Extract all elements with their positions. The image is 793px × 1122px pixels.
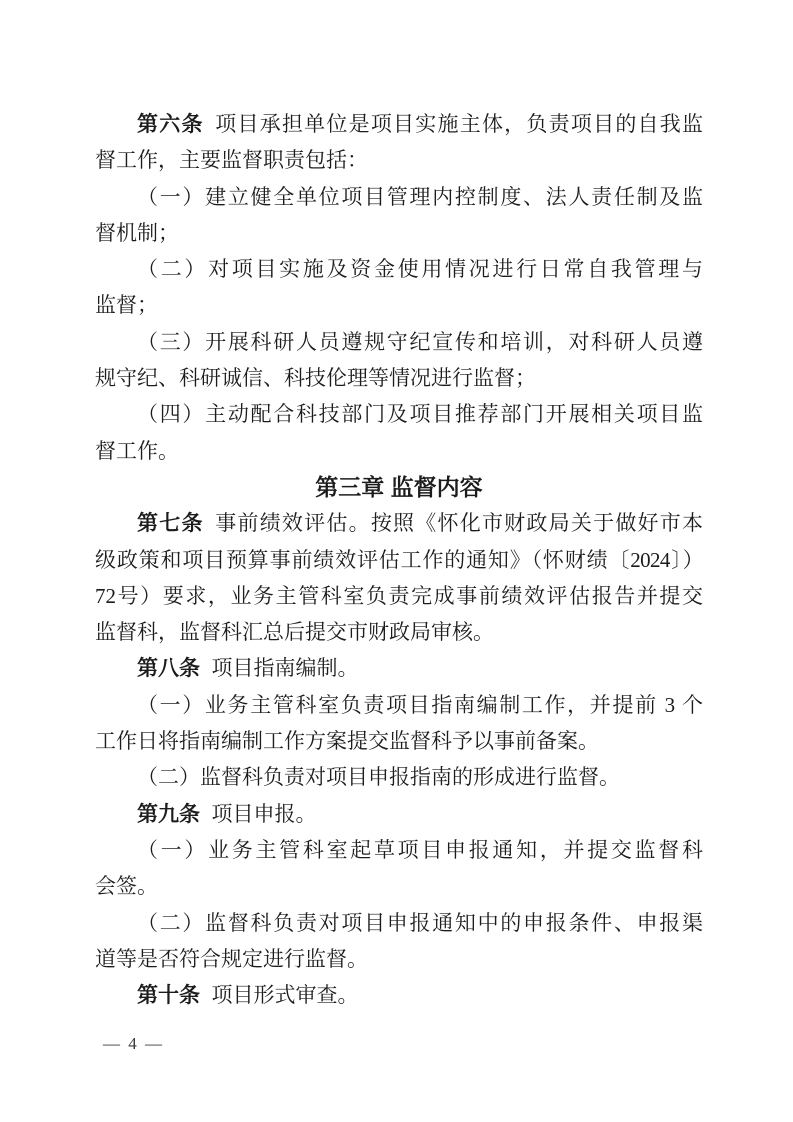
- line-text: 道等是否符合规定进行监督。: [95, 946, 368, 971]
- line-text: （二）监督科负责对项目申报指南的形成进行监督。: [137, 765, 620, 790]
- line-text: 监督科，监督科汇总后提交市财政局审核。: [95, 620, 494, 645]
- paragraph-continuation-line: [95, 868, 703, 904]
- line-text: 监督；: [95, 293, 158, 318]
- line-text: （二）对项目实施及资金使用情况进行日常自我管理与: [137, 257, 703, 282]
- line-text: 事前绩效评估。按照《怀化市财政局关于做好市本: [215, 511, 703, 536]
- document-body: [95, 106, 703, 1013]
- line-text: 工作日将指南编制工作方案提交监督科予以事前备案。: [95, 729, 599, 754]
- list-item-2-line: [95, 251, 703, 287]
- line-text: 项目形式审查。: [211, 983, 359, 1008]
- paragraph-article-9-line: [95, 796, 703, 832]
- line-text: 会签。: [95, 874, 158, 899]
- line-text: （四）主动配合科技部门及项目推荐部门开展相关项目监: [137, 402, 703, 427]
- line-text: 72号）要求，业务主管科室负责完成事前绩效评估报告并提交: [95, 583, 703, 608]
- paragraph-continuation-line: [95, 215, 703, 251]
- article-number: 第八条: [137, 657, 200, 681]
- line-text: 督机制；: [95, 220, 179, 245]
- page-number: — 4 —: [103, 1034, 164, 1053]
- paragraph-continuation-line: [95, 614, 703, 650]
- line-text: 级政策和项目预算事前绩效评估工作的通知》（怀财绩〔2024〕）: [95, 547, 703, 572]
- line-text: （一）业务主管科室起草项目申报通知，并提交监督科: [137, 837, 703, 862]
- paragraph-continuation-line: [95, 578, 703, 614]
- line-text: 项目承担单位是项目实施主体，负责项目的自我监: [215, 112, 703, 136]
- paragraph-continuation-line: [95, 433, 703, 469]
- line-text: （一）建立健全单位项目管理内控制度、法人责任制及监: [137, 184, 703, 209]
- paragraph-continuation-line: [95, 941, 703, 977]
- chapter-heading: 第三章 监督内容: [315, 473, 483, 500]
- paragraph-continuation-line: [95, 142, 703, 178]
- line-text: （二）监督科负责对项目申报通知中的申报条件、申报渠: [137, 910, 703, 935]
- line-text: 督工作，主要监督职责包括：: [95, 148, 368, 173]
- list-item-1-line: [95, 687, 703, 723]
- paragraph-continuation-line: [95, 287, 703, 323]
- list-item-2-line: [95, 759, 703, 795]
- line-text: （三）开展科研人员遵规守纪宣传和培训，对科研人员遵: [137, 329, 703, 354]
- list-item-1-line: [95, 179, 703, 215]
- paragraph-article-7-line: [95, 505, 703, 541]
- paragraph-article-8-line: [95, 650, 703, 686]
- paragraph-article-6-line: [95, 106, 703, 142]
- line-text: 规守纪、科研诚信、科技伦理等情况进行监督；: [95, 366, 536, 391]
- line-text: （一）业务主管科室负责项目指南编制工作，并提前 3 个: [137, 692, 703, 717]
- paragraph-continuation-line: [95, 542, 703, 578]
- list-item-1-line: [95, 832, 703, 868]
- paragraph-continuation-line: [95, 360, 703, 396]
- list-item-4-line: [95, 396, 703, 432]
- paragraph-continuation-line: [95, 723, 703, 759]
- list-item-2-line: [95, 905, 703, 941]
- paragraph-article-10-line: [95, 977, 703, 1013]
- line-text: 督工作。: [95, 438, 179, 463]
- list-item-3-line: [95, 324, 703, 360]
- article-number: 第十条: [137, 984, 200, 1008]
- line-text: 项目申报。: [211, 801, 317, 826]
- line-text: 项目指南编制。: [211, 656, 359, 681]
- article-number: 第七条: [137, 512, 204, 536]
- article-number: 第六条: [137, 113, 204, 136]
- article-number: 第九条: [137, 802, 200, 826]
